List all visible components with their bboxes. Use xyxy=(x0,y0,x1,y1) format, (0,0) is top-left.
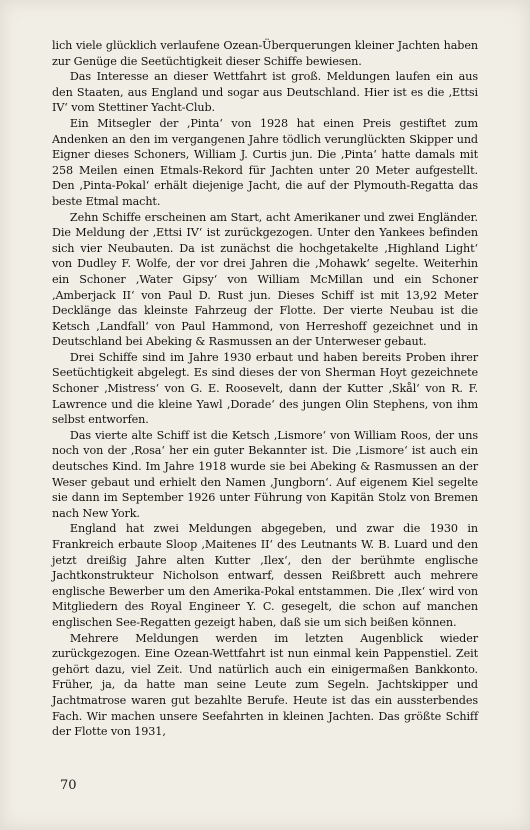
paragraph-7: England hat zwei Meldungen abgegeben, und zwar die 1930 in Frankreich erbaute Sloop ‚Maitenes II‘ des Leutnants W. B. Luard und den jetzt dreißig Jahre alten Kutter ‚Ilex‘, den der berühmte englische Jachtkonstrukteur Nicholson entwarf, dessen Reißbrett auch mehrere englische Bewerber um den Amerika-Pokal entstammen. Die ‚Ilex‘ wird von Mitgliedern des Royal Engineer Y. C. gesegelt, die schon auf manchen englischen See-Regatten gezeigt haben, daß sie um sich beißen können. xyxy=(52,522,478,629)
paragraph-8: Mehrere Meldungen werden im letzten Augenblick wieder zurückgezogen. Eine Ozean-Wettfahrt ist nun einmal kein Pappenstiel. Zeit gehört dazu, viel Zeit. Und natürlich auch ein einigermaßen Bankkonto. Früher, ja, da hatte man seine Leute zum Segeln. Jachtskipper und Jachtmatrose waren gut bezahlte Berufe. Heute ist das ein aussterbendes Fach. Wir machen unsere Seefahrten in kleinen Jachten. Das größte Schiff der Flotte von 1931, xyxy=(52,631,478,739)
page-number: 70 xyxy=(60,778,77,793)
paragraph-4: Zehn Schiffe erscheinen am Start, acht Amerikaner und zwei Engländer. Die Meldung der ‚Ettsi IV‘ ist zurückgezogen. Unter den Yankees befinden sich vier Neubauten. Da ist zunächst die hochgetakelte ‚Highland Light‘ von Dudley F. Wolfe, der vor drei Jahren die ‚Mohawk‘ segelte. Weiterhin ein Schoner ‚Water Gipsy‘ von William McMillan und ein Schoner ‚Amberjack II‘ von Paul D. Rust jun. Dieses Schiff ist mit 13,92 Meter Decklänge das kleinste Fahrzeug der Flotte. Der vierte Neubau ist die Ketsch ‚Landfall‘ von Paul Hammond, von Herreshoff gezeichnet und in Deutschland bei Abeking & Rasmussen an der Unterweser gebaut. xyxy=(52,210,478,349)
paragraph-1: lich viele glücklich verlaufene Ozean-Überquerungen kleiner Jachten haben zur Genüge die Seetüchtigkeit dieser Schiffe bewiesen. xyxy=(52,39,478,68)
paragraph-3: Ein Mitsegler der ‚Pinta‘ von 1928 hat einen Preis gestiftet zum Andenken an den im vergangenen Jahre tödlich verunglückten Skipper und Eigner dieses Schoners, William J. Curtis jun. Die ‚Pinta‘ hatte damals mit 258 Meilen einen Etmals-Rekord für Jachten unter 20 Meter aufgestellt. Den ‚Pinta-Pokal‘ erhält diejenige Jacht, die auf der Plymouth-Regatta das beste Etmal macht. xyxy=(52,116,478,208)
paragraph-6: Das vierte alte Schiff ist die Ketsch ‚Lismore‘ von William Roos, der uns noch von der ‚Rosa‘ her ein guter Bekannter ist. Die ‚Lismore‘ ist auch ein deutsches Kind. Im Jahre 1918 wurde sie bei Abeking & Rasmussen an der Weser gebaut und erhielt den Namen ‚Jungborn‘. Auf eigenem Kiel segelte sie dann im September 1926 unter Führung von Kapitän Stolz von Bremen nach New York. xyxy=(52,428,478,520)
paragraph-2: Das Interesse an dieser Wettfahrt ist groß. Meldungen laufen ein aus den Staaten, aus England und sogar aus Deutschland. Hier ist es die ‚Ettsi IV‘ vom Stettiner Yacht-Club. xyxy=(52,70,478,115)
paragraph-5: Drei Schiffe sind im Jahre 1930 erbaut und haben bereits Proben ihrer Seetüchtigkeit abgelegt. Es sind dieses der von Sherman Hoyt gezeichnete Schoner ‚Mistress‘ von G. E. Roosevelt, dann der Kutter ‚Skål‘ von R. F. Lawrence und die kleine Yawl ‚Dorade‘ des jungen Olin Stephens, von ihm selbst entworfen. xyxy=(52,350,478,427)
body-text xyxy=(52,38,478,740)
